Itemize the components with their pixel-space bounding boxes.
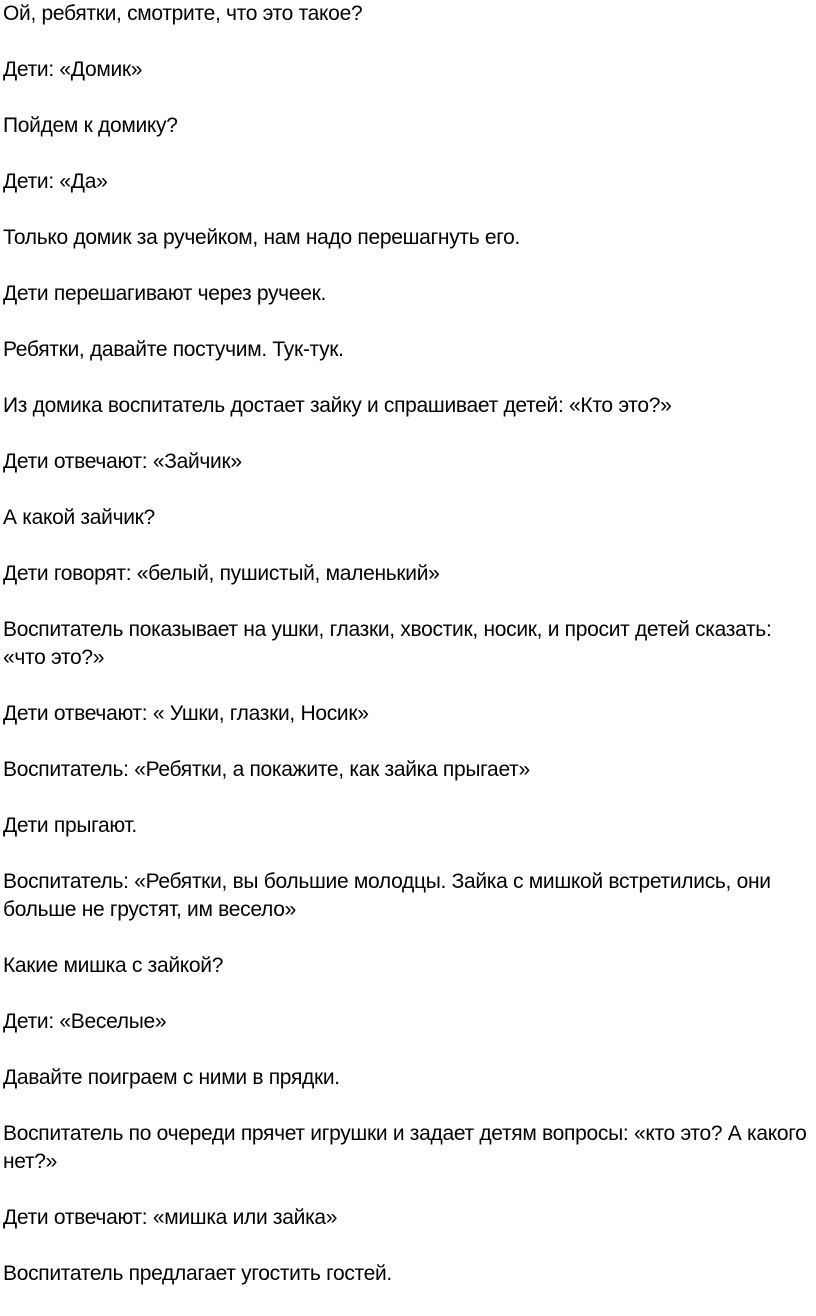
paragraph-5: Только домик за ручейком, нам надо перешагнуть его.	[3, 226, 521, 249]
paragraph-4: Дети: «Да»	[3, 170, 108, 193]
paragraph-11: Дети говорят: «белый, пушистый, маленький»	[3, 562, 440, 585]
paragraph-19: Давайте поиграем с ними в прядки.	[3, 1066, 340, 1089]
paragraph-21: Дети отвечают: «мишка или зайка»	[3, 1206, 338, 1229]
paragraph-2: Дети: «Домик»	[3, 58, 143, 81]
paragraph-3: Пойдем к домику?	[3, 114, 178, 137]
paragraph-16: Воспитатель: «Ребятки, вы большие молодцы. Зайка с мишкой встретились, они больше не грустят, им весело»	[3, 870, 771, 921]
paragraph-8: Из домика воспитатель достает зайку и спрашивает детей: «Кто это?»	[3, 394, 672, 417]
paragraph-7: Ребятки, давайте постучим. Тук-тук.	[3, 338, 344, 361]
paragraph-22: Воспитатель предлагает угостить гостей.	[3, 1262, 392, 1285]
paragraph-13: Дети отвечают: « Ушки, глазки, Носик»	[3, 702, 369, 725]
paragraph-12: Воспитатель показывает на ушки, глазки, хвостик, носик, и просит детей сказать: «что это?»	[3, 618, 772, 669]
paragraph-15: Дети прыгают.	[3, 814, 137, 837]
paragraph-14: Воспитатель: «Ребятки, а покажите, как зайка прыгает»	[3, 758, 530, 781]
paragraph-6: Дети перешагивают через ручеек.	[3, 282, 326, 305]
paragraph-10: А какой зайчик?	[3, 506, 155, 529]
paragraph-1: Ой, ребятки, смотрите, что это такое?	[3, 2, 363, 25]
paragraph-20: Воспитатель по очереди прячет игрушки и задает детям вопросы: «кто это? А какого нет?»	[3, 1122, 807, 1173]
paragraph-17: Какие мишка с зайкой?	[3, 954, 224, 977]
paragraph-18: Дети: «Веселые»	[3, 1010, 167, 1033]
paragraph-9: Дети отвечают: «Зайчик»	[3, 450, 242, 473]
